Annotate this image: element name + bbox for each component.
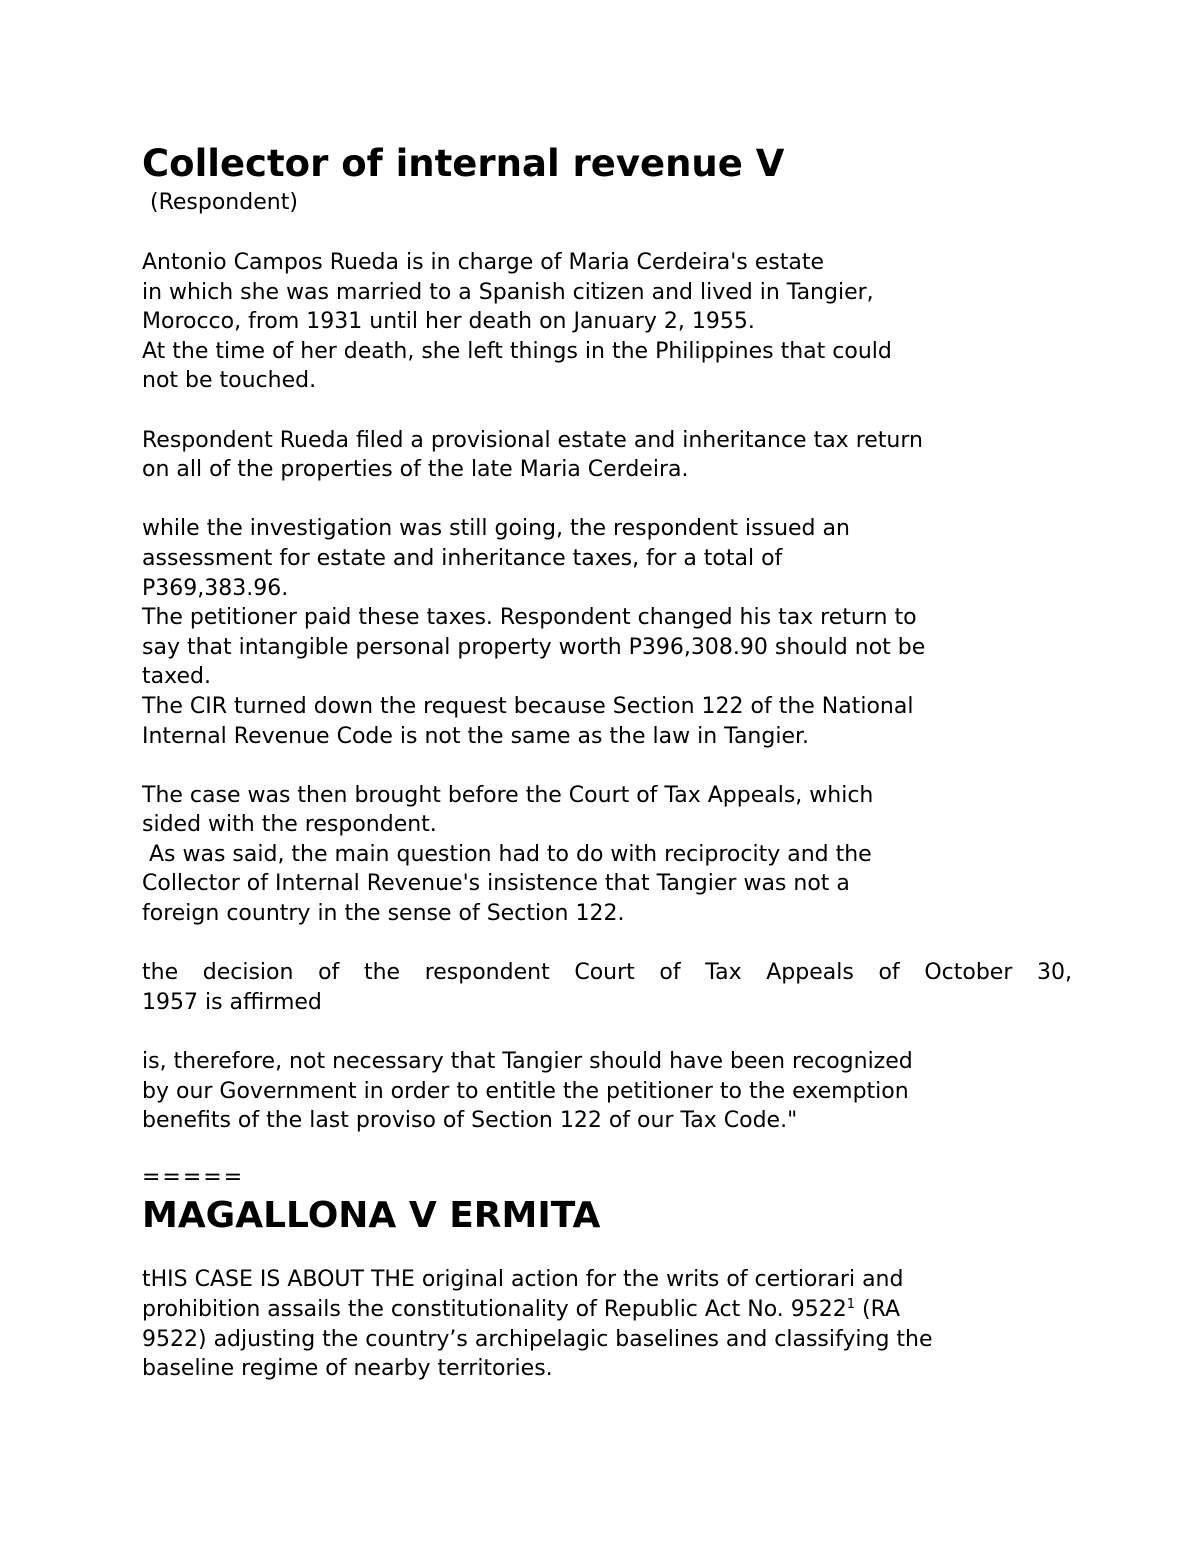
text-line: benefits of the last proviso of Section 122 of our Tax Code." — [142, 1108, 798, 1134]
text-line: not be touched. — [142, 368, 317, 394]
text-line: 9522) adjusting the country’s archipelagic baselines and classifying the — [142, 1326, 933, 1352]
case-title-2: MAGALLONA V ERMITA — [142, 1195, 601, 1237]
case-subtitle: (Respondent) — [150, 190, 298, 215]
text-segment: prohibition assails the constitutionality of Republic Act No. 9522 — [142, 1297, 847, 1322]
text-line: Respondent Rueda filed a provisional estate and inheritance tax return — [142, 427, 923, 453]
text-line: is, therefore, not necessary that Tangier should have been recognized — [142, 1049, 913, 1075]
text-line: Antonio Campos Rueda is in charge of Maria Cerdeira's estate — [142, 250, 824, 275]
document-body — [142, 140, 1072, 1413]
text-line: Collector of Internal Revenue's insistence that Tangier was not a — [142, 871, 850, 897]
text-line: tHIS CASE IS ABOUT THE original action for the writs of certiorari and — [142, 1267, 904, 1293]
footnote-ref[interactable]: 1 — [846, 1297, 856, 1312]
section-separator: ===== — [142, 1165, 245, 1191]
text-line: in which she was married to a Spanish citizen and lived in Tangier, — [142, 279, 874, 305]
paragraph-7 — [142, 1265, 1072, 1383]
text-line: sided with the respondent. — [142, 812, 437, 838]
text-line: As was said, the main question had to do with reciprocity and the — [142, 841, 872, 867]
text-line: by our Government in order to entitle the petitioner to the exemption — [142, 1078, 909, 1104]
paragraph-3 — [142, 514, 1072, 751]
text-line: The petitioner paid these taxes. Respondent changed his tax return to — [142, 605, 917, 631]
text-line: assessment for estate and inheritance taxes, for a total of — [142, 545, 783, 571]
paragraph-1 — [142, 248, 1072, 396]
text-line: P369,383.96. — [142, 575, 289, 601]
text-line: The case was then brought before the Court of Tax Appeals, which — [142, 782, 874, 808]
text-line: on all of the properties of the late Maria Cerdeira. — [142, 457, 689, 483]
paragraph-4 — [142, 781, 1072, 929]
text-line: Internal Revenue Code is not the same as the law in Tangier. — [142, 723, 810, 749]
text-line: The CIR turned down the request because Section 122 of the National — [142, 693, 914, 719]
text-line-with-footnote — [142, 1295, 1072, 1325]
case-title: Collector of internal revenue V — [142, 142, 785, 185]
paragraph-6 — [142, 1047, 1072, 1136]
text-line: while the investigation was still going, the respondent issued an — [142, 516, 850, 542]
text-line: 1957 is affirmed — [142, 989, 322, 1015]
paragraph-2 — [142, 426, 1072, 485]
text-line: taxed. — [142, 664, 211, 690]
text-line: Morocco, from 1931 until her death on January 2, 1955. — [142, 309, 755, 335]
text-line: foreign country in the sense of Section 122. — [142, 901, 625, 927]
paragraph-5 — [142, 958, 1072, 1017]
text-segment: (RA — [855, 1297, 901, 1322]
text-line: At the time of her death, she left things in the Philippines that could — [142, 338, 892, 364]
text-line: say that intangible personal property worth P396,308.90 should not be — [142, 634, 926, 660]
text-line: the decision of the respondent Court of Tax Appeals of October 30, — [142, 960, 1072, 986]
text-line: baseline regime of nearby territories. — [142, 1356, 553, 1382]
